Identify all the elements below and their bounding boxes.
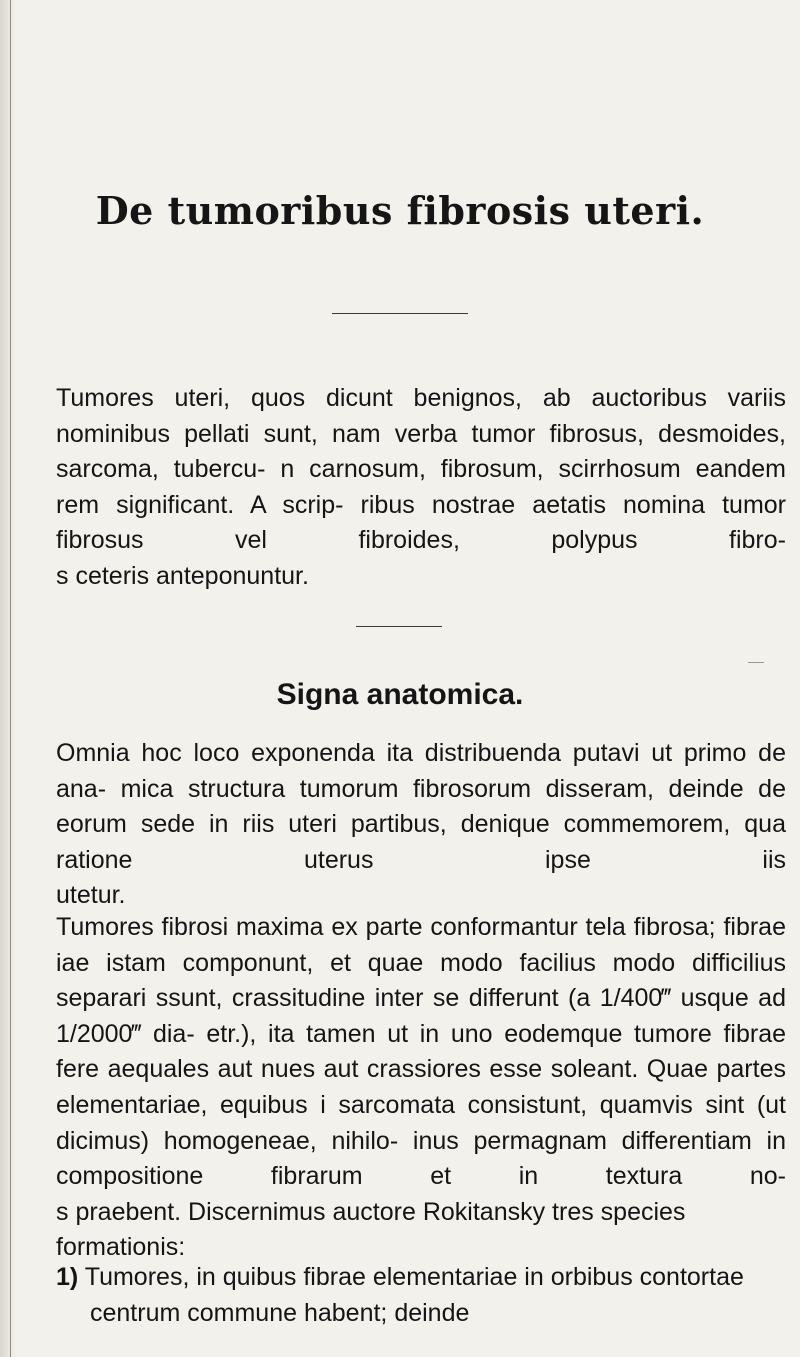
text-line: nues aut crassiores esse soleant. Quae partes elementariae, equibus bbox=[56, 1055, 786, 1119]
title-rule bbox=[332, 313, 468, 314]
intro-paragraph bbox=[18, 381, 786, 595]
section-heading: Signa anatomica. bbox=[276, 678, 524, 711]
text-line: riis uteri partibus, denique commemorem, qua ratione uterus ipse iis bbox=[56, 810, 786, 874]
section-rule bbox=[356, 626, 442, 627]
list-number: 1) bbox=[56, 1263, 79, 1291]
text-line: ssunt, crassitudine inter se differunt (a 1/400‴ usque ad 1/2000‴ dia- bbox=[56, 984, 786, 1048]
page-title: De tumoribus fibrosis uteri. bbox=[95, 188, 705, 233]
list-item-first-line bbox=[56, 1259, 786, 1295]
text-line: Tumores uteri, quos dicunt benignos, ab auctoribus variis nominibus bbox=[56, 384, 786, 448]
text-line: inus permagnam differentiam in compositione fibrarum et in textura no- bbox=[56, 1126, 787, 1191]
text-line: etr.), ita tamen ut in uno eodemque tumore fibrae fere aequales aut bbox=[56, 1019, 787, 1084]
text-line: mica structura tumorum fibrosorum disseram, deinde de eorum sede in bbox=[56, 774, 786, 839]
list-text: Tumores, in quibus fibrae elementariae in orbibus contortae bbox=[84, 1263, 744, 1291]
text-line: pellati sunt, nam verba tumor fibrosus, desmoides, sarcoma, tubercu- bbox=[56, 419, 787, 484]
text-line: ribus nostrae aetatis nomina tumor fibrosus vel fibroides, polypus fibro- bbox=[56, 490, 787, 555]
list-text-continued: centrum commune habent; deinde bbox=[90, 1299, 470, 1327]
list-item bbox=[56, 1259, 786, 1331]
section-paragraph-2 bbox=[18, 910, 786, 1266]
text-line: Tumores fibrosi maxima ex parte conformantur tela fibrosa; fibrae bbox=[56, 913, 786, 941]
text-line: s ceteris anteponuntur. bbox=[56, 561, 309, 590]
text-line: n carnosum, fibrosum, scirrhosum eandem rem significant. A scrip- bbox=[56, 455, 787, 519]
section-paragraph-1 bbox=[18, 736, 786, 914]
text-line: iae istam componunt, et quae modo facilius modo difficilius separari bbox=[56, 948, 786, 1013]
text-line: i sarcomata consistunt, quamvis sint (ut dicimus) homogeneae, nihilo- bbox=[56, 1090, 786, 1155]
text-line: Omnia hoc loco exponenda ita distribuenda putavi ut primo de ana- bbox=[56, 739, 786, 803]
text-line: s praebent. Discernimus auctore Rokitansky tres species formationis: bbox=[56, 1197, 686, 1262]
text-line: utetur. bbox=[56, 881, 126, 910]
section-rule-mark bbox=[748, 662, 764, 663]
